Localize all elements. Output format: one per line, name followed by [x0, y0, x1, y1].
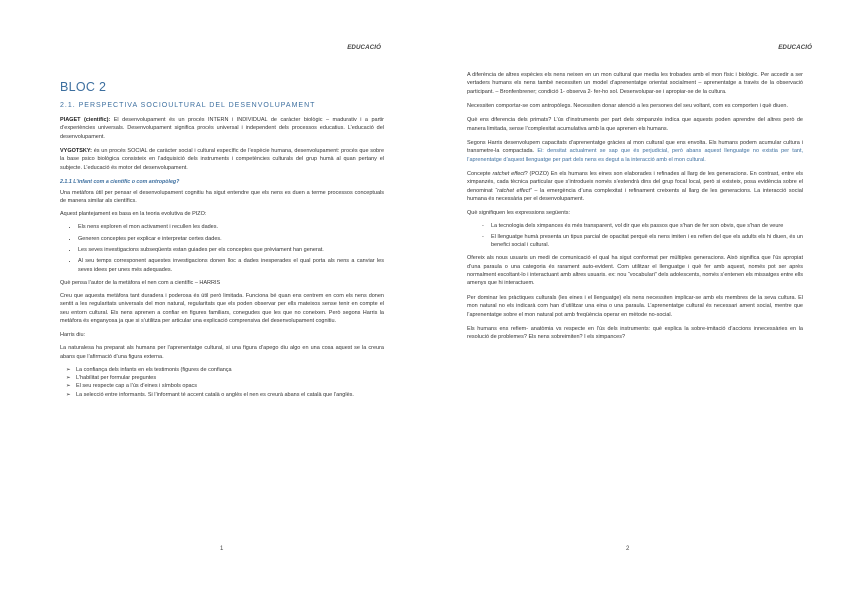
mastery-paragraph: Per dominar les pràctiques culturals (les eines i el llenguatge) els nens necessiten implicar-se amb els membres de la seva cultura. El mon natural no els indicarà com han d’utilitzar una eina o una paraula. L’aprenentatge cultural és necessari ament social, mentre que l’aprenentatge sobre el mon natural pot amb freqüència operar en mètode no-social.: [467, 294, 803, 318]
list-item: - El llenguatge humà presenta un tipus parcial de opacitat perquè els nens imiten i es refien del que els adults els hi diuen, és un benefici social i cultural.: [491, 233, 803, 250]
ratchet-label: Concepte: [467, 171, 493, 178]
page-number: 1: [220, 546, 224, 552]
harris-question: Què pensa l’autor de la metàfora el nen com a científic – HARRIS: [60, 280, 221, 286]
bloc-title: BLOC 2: [60, 80, 107, 94]
ratchet-text: ? (POZO) En els humans les eines son elaborades i refinades al llarg de les generacions. En contrast, entre els ximpanzés, cada tècnica particular que s’introdueix només s’estendrà dins del grup focal local, però si existeix, posa evidència sobre el denominat: [467, 171, 803, 194]
ratchet-term: ratchet effect: [492, 171, 525, 178]
ratchet-text-2: – la emergència d’una complexitat i refinament creixents al llarg de les generacions. La interacció social humana és necessària per el desenvolupament.: [467, 187, 803, 203]
ratchet-term-quoted: “ratchet effect”: [495, 187, 532, 194]
primates-paragraph: Què ens diferencia dels primats? L’ús d’instruments per part dels ximpanzés indica que aquests poden aprendre del altres però de manera limitada, sense l’complexitat acumulativa amb la que aprenen els humans.: [467, 117, 803, 132]
piaget-paragraph: [60, 116, 384, 141]
list-item: • Generen conceptes per explicar e interpretar certes dades.: [78, 235, 384, 243]
difference-paragraph: A diferència de altres espècies els nens neixen en un mon cultural que media les trobades amb el mon físic i biològic. Per accedir a ser vertaders humans els nens també necessiten un model d’aprenentatge orientat socialment – aprenentatge a través de la observació participant. – Bronfenbrener; condició 1- observa 2- fer-ho sol. Desenvolupar-se i apropiar-se de la cultura.: [467, 72, 803, 95]
section-heading: 2.1. PERSPECTIVA SOCIOULTURAL DEL DESENVOLUPAMENT: [60, 102, 316, 109]
nature-paragraph: La naturalesa ha preparat als humans per l’aprenentatge cultural, si una figura d’apego diu algo en una cosa aquest se la creura abans que l’afirmació d’una figura externa.: [60, 345, 384, 360]
list-item: ➢ El seu respecte cap a l’ús d’eines i símbols opacs: [76, 382, 384, 390]
page-2-content: [467, 71, 803, 346]
page-1-content: [60, 80, 384, 404]
harris-says: Harris diu:: [60, 332, 86, 339]
piaget-text: El desenvolupament és un procés INTERN i INDIVIDUAL de caràcter biològic – madurativ i a partir d’experiències universals. Desenvolupament significa procés universal i independent dels processos educatius. L’educació del desenvolupament.: [60, 117, 385, 140]
harris-paragraph: Creu que aquesta metàfora tant duradera i poderosa és útil però limitada. Funciona bé quan ens centrem en com els nens donen sentit a les regularitats universals del mon natural, regularitats que els poden observar per ells mateixos sense tenir en compte el seu entorn cultural. Els nens aprenen a confiar en figures familiars, conegudes que les que no coneixen. Però segons Harris la metàfora és enganyosa ja que si s’utilitza per articular una explicació comprensiva del desenvolupament cognitiu.: [60, 292, 384, 324]
harris-capacities-text: Segons Harris desenvolupem capacitats d’aprenentatge gràcies al mon cultural que ens envolta. Els humans podem acumular cultura i transmetre-la compactada.: [467, 140, 803, 155]
running-head: EDUCACIÓ: [778, 44, 812, 51]
list-item: - La tecnologia dels ximpances és més transparent, vol dir que els passos que s’han de fer son obvis, que s’han de veure: [491, 222, 803, 230]
anthropologist-paragraph: Necessiten comportar-se com antropòlegs. Necessiten donar atenció a les persones del seu voltant, com es comporten i què diuen.: [467, 103, 789, 110]
vygotsky-text: és un procés SOCIAL de caràcter social i cultural específic de l’espècie humana, desenvolupament: procés que sobre la base psico biològica consisteix en l’adquisició dels instruments i competències culturals del grup humà al quan pertany el subjecte. L’educació és motor del desenvolupament.: [60, 148, 385, 171]
piaget-label: PIAGET (científic):: [60, 117, 111, 123]
vygotsky-label: VYGOTSKY:: [60, 148, 92, 155]
list-item: ➢ La selecció entre informants. Si l’informant té accent català o anglès el nen es creurà abans el català que l’anglès.: [76, 391, 384, 399]
expressions-list: [467, 222, 803, 249]
subsection-heading: 2.1.1 L’infant com a científic o com antropòleg?: [60, 179, 180, 186]
list-item: ➢ L’habilitat per formular preguntes: [76, 374, 384, 382]
list-item: • Les seves investigacions subseqüents estan guiades per els conceptes que prèviament han generat.: [78, 246, 384, 254]
page-2: [424, 0, 848, 599]
running-head: EDUCACIÓ: [347, 44, 381, 51]
harris-example-text: Ei: densitat actualment se sap que és perjudicial, però abans aquest llenguatge no existia per tant, l’aprenentatge d’aquest llenguatge per part dels nens es degut a la interacció amb el mon cultural.: [467, 148, 804, 163]
final-paragraph: Els humans ens refiem- anatòmia vs respecte en l’ús dels instruments: què explica la sobre-imitació d’accions innecessàries en la resolució de problemes? Els nens sobreimiten? I els ximpances?: [467, 325, 803, 341]
offer-paragraph: Ofereix als nous usuaris un medi de comunicació el qual ha sigut conformat per múltiples generacions. Això significa que l’ús apropiat d’una paraula o una categoria és rarament auto-evident. Com utilitzar el llenguatge i què fer amb aquest, només pot ser après normalment escoltant-lo i interactuant amb altres usuaris. ex: nou “vocabulari” dels adolescents, només s’entenen els missatges entre ells amenys que hi interactuem.: [467, 255, 803, 287]
page-number: 2: [626, 546, 630, 552]
exploration-list: [60, 223, 384, 274]
vygotsky-paragraph: [60, 147, 384, 172]
harris-capacities-paragraph: [467, 139, 803, 164]
trust-list: [60, 366, 384, 399]
list-item: • Al seu temps corresponent aquestes investigacions donen lloc a dades inesperades el qual porta als nens a canviar les seves idees per unes més adequades.: [78, 257, 384, 274]
expressions-question: Què signifiquen les expressions següents:: [467, 210, 571, 217]
list-item: ➢ La confiança dels infants en els testimonis (figures de confiança: [76, 366, 384, 374]
list-item: • Els nens exploren el mon activament i recullen les dades.: [78, 223, 384, 231]
piaget-basis-paragraph: Aquest plantejament es basa en la teoria evolutiva de PIZO:: [60, 211, 207, 218]
metaphor-paragraph: Una metàfora útil per pensar el desenvolupament cognitiu ha sigut entendre que els nens es duen a terme processos conceptuals de manera similar als científics.: [60, 190, 384, 205]
ratchet-paragraph: [467, 170, 803, 203]
